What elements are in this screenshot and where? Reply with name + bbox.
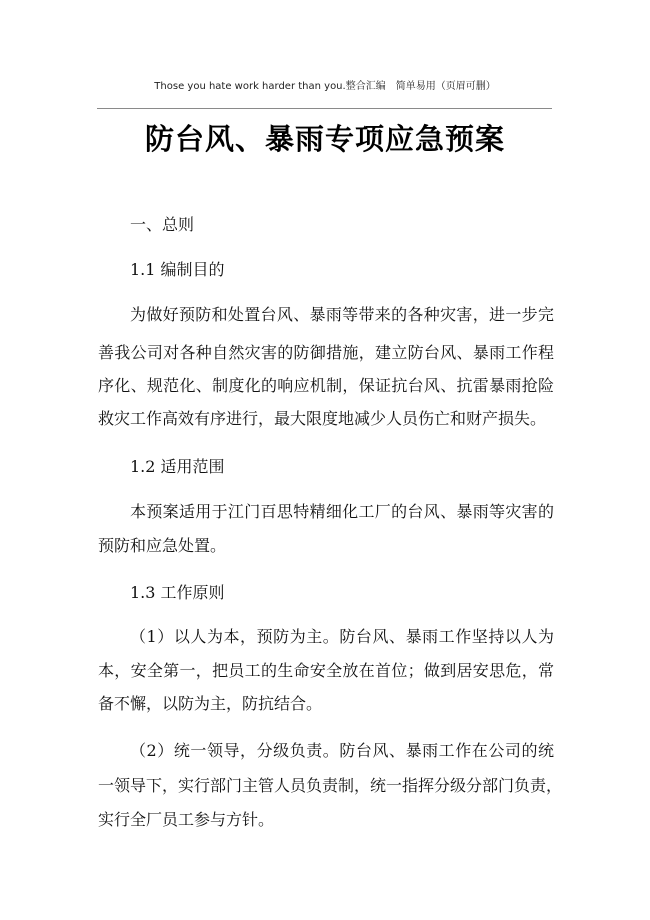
- document-title: 防台风、暴雨专项应急预案: [144, 122, 505, 156]
- header-rule: [97, 108, 552, 109]
- header-english-text: Those you hate work harder than you.: [154, 81, 346, 92]
- header-easy-text: 简单易用（页眉可删）: [395, 81, 496, 92]
- page-header: [0, 80, 650, 94]
- principle-2-line-1: （2）统一领导，分级负责。防台风、暴雨工作在公司的统: [130, 741, 554, 760]
- principle-1-line-2: 本，安全第一，把员工的生命安全放在首位；做到居安思危，常: [98, 661, 554, 680]
- principle-1-line-1: （1）以人为本，预防为主。防台风、暴雨工作坚持以人为: [130, 627, 554, 646]
- subsection-heading-scope: 1.2 适用范围: [130, 457, 225, 476]
- scope-paragraph-line-2: 预防和应急处置。: [98, 536, 227, 555]
- purpose-paragraph-line-4: 救灾工作高效有序进行，最大限度地减少人员伤亡和财产损失。: [98, 409, 547, 428]
- purpose-paragraph-line-2: 善我公司对各种自然灾害的防御措施，建立防台风、暴雨工作程: [98, 343, 554, 362]
- principle-1-line-3: 备不懈，以防为主，防抗结合。: [98, 694, 323, 713]
- subsection-heading-principles: 1.3 工作原则: [130, 583, 225, 602]
- principle-2-line-3: 实行全厂员工参与方针。: [98, 810, 275, 829]
- subsection-heading-purpose: 1.1 编制目的: [130, 260, 225, 279]
- purpose-paragraph-line-3: 序化、规范化、制度化的响应机制，保证抗台风、抗雷暴雨抢险: [98, 376, 554, 395]
- section-heading-general: 一、总则: [130, 215, 195, 234]
- header-compiled-text: 整合汇编: [345, 81, 386, 92]
- purpose-paragraph-line-1: 为做好预防和处置台风、暴雨等带来的各种灾害，进一步完: [130, 305, 554, 324]
- scope-paragraph-line-1: 本预案适用于江门百思特精细化工厂的台风、暴雨等灾害的: [130, 502, 554, 521]
- principle-2-line-2: 一领导下，实行部门主管人员负责制，统一指挥分级分部门负责，: [98, 776, 563, 795]
